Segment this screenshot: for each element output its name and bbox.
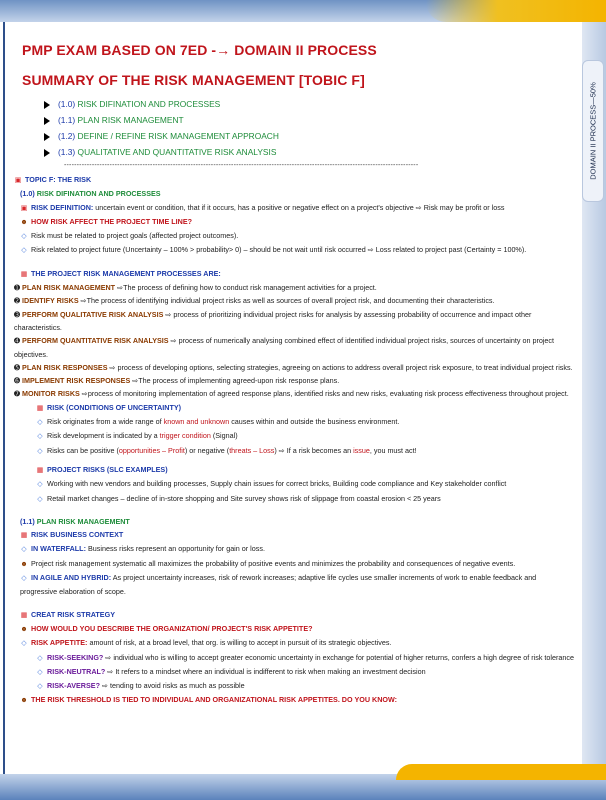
diamond-icon: ◇ — [21, 546, 27, 554]
bottom-decorative-band — [0, 774, 606, 800]
subheading: ☻ THE RISK THRESHOLD IS TIED TO INDIVIDUAL AND ORGANIZATIONAL RISK APPETITES. DO YOU KNOW: — [14, 693, 574, 707]
bullet: ◇ Risk must be related to project goals (affected project outcomes). — [14, 229, 574, 243]
process-item: ➏ IMPLEMENT RISK RESPONSES ⇨The process of implementing agreed-upon risk response plans. — [14, 376, 340, 386]
grid-icon: ▦ — [20, 532, 28, 540]
person-icon: ☻ — [20, 697, 28, 705]
diamond-icon: ◇ — [21, 575, 27, 583]
grid-icon: ▦ — [36, 466, 44, 474]
diamond-icon: ◇ — [21, 640, 27, 648]
side-tab-label: DOMAIN II PROCESS—50% — [588, 82, 598, 180]
subheading: ▦ RISK (CONDITIONS OF UNCERTAINTY) — [14, 401, 574, 415]
risk-definition: ▣ RISK DEFINITION: uncertain event or condition, that if it occurs, has a positive or negative effect on a project's objective ⇨ Risk may be profit or loss — [14, 201, 574, 215]
person-icon: ☻ — [20, 560, 28, 568]
subheading: ☻ HOW RISK AFFECT THE PROJECT TIME LINE? — [14, 215, 574, 229]
bullet: ◇ Risk related to project future (Uncertainty – 100% > probability> 0) – should be not wait until risk occurred ⇨ Loss related to project past (Certainty = 100%). — [14, 243, 574, 257]
process-item: ➊ PLAN RISK MANAGEMENT ⇨The process of defining how to conduct risk management activities for a project. — [14, 283, 377, 293]
left-border — [3, 22, 5, 774]
bullet: ◇ IN AGILE AND HYBRID: As project uncertainty increases, risk of rework increases; adaptive life cycles use smaller increments of work to enable feedback and progressive elaboration of scope. — [20, 573, 537, 597]
document-icon: ▣ — [20, 204, 28, 212]
grid-icon: ▦ — [20, 611, 28, 619]
diamond-icon: ◇ — [37, 447, 43, 455]
bullet: ◇ Retail market changes – decline of in-store shopping and Site survey shows risk of slippage from coastal erosion < 25 years — [14, 492, 574, 506]
subheading: ▦ THE PROJECT RISK MANAGEMENT PROCESSES ARE: — [14, 267, 574, 281]
bullet: ◇ RISK APPETITE: amount of risk, at a broad level, that org. is willing to accept in pursuit of its strategic objectives. — [14, 636, 574, 650]
grid-icon: ▦ — [20, 270, 28, 278]
triangle-bullet-icon — [44, 133, 50, 141]
bullet: ◇ Risks can be positive (opportunities – Profit) or negative (threats – Loss) ⇨ If a risk becomes an issue, you must act! — [14, 444, 574, 458]
diamond-icon: ◇ — [37, 683, 43, 691]
page-title: PMP EXAM BASED ON 7ED -→ DOMAIN II PROCESS — [22, 42, 377, 58]
grid-icon: ▦ — [36, 404, 44, 412]
subheading: ☻ HOW WOULD YOU DESCRIBE THE ORGANIZATION/ PROJECT'S RISK APPETITE? — [14, 622, 574, 636]
topic-heading: ▣ TOPIC F: THE RISK — [14, 173, 574, 187]
body — [14, 173, 574, 708]
document-icon: ▣ — [14, 177, 22, 184]
diamond-icon: ◇ — [37, 654, 43, 662]
diamond-icon: ◇ — [37, 419, 43, 427]
triangle-bullet-icon — [44, 101, 50, 109]
bullet: ◇ Working with new vendors and building processes, Supply chain issues for correct bricks, Building code compliance and Key stakeholder conflict — [14, 477, 574, 491]
divider-line: -------------------------------------------------------------------------------------------------------------------------------------------- — [64, 162, 419, 169]
bullet: ☻ Project risk management systematic all maximizes the probability of positive events and minimizes the probability and consequences of negative events. — [14, 557, 574, 571]
diamond-icon: ◇ — [21, 233, 27, 241]
bullet: ◇ RISK-SEEKING? ⇨ individual who is willing to accept greater economic uncertainty in exchange for potential of higher returns, confers a high degree of risk tolerance — [14, 651, 574, 665]
document-content — [14, 30, 574, 708]
bullet: ◇ Risk originates from a wide range of known and unknown causes within and outside the business environment. — [14, 415, 574, 429]
person-icon: ☻ — [20, 625, 28, 633]
toc-item: (1.2) DEFINE / REFINE RISK MANAGEMENT APPROACH — [44, 128, 574, 144]
subheading: ▦ PROJECT RISKS (SLC EXAMPLES) — [14, 463, 574, 477]
toc-item: (1.3) QUALITATIVE AND QUANTITATIVE RISK ANALYSIS — [44, 144, 574, 160]
triangle-bullet-icon — [44, 149, 50, 157]
process-item: ➍ PERFORM QUANTITATIVE RISK ANALYSIS ⇨ process of numerically analysing combined effect of identified individual project risks, sources of uncertainty on project objectives. — [14, 336, 555, 359]
side-tab — [582, 60, 604, 202]
diamond-icon: ◇ — [37, 668, 43, 676]
section-heading: (1.0) RISK DIFINATION AND PROCESSES — [20, 189, 161, 199]
process-item: ➎ PLAN RISK RESPONSES ⇨ process of developing options, selecting strategies, agreeing on actions to address overall project risk exposure, to treat individual project risks. — [14, 362, 573, 372]
process-item: ➌ PERFORM QUALITATIVE RISK ANALYSIS ⇨ process of prioritizing individual project risks for analysis by assessing probability of occurrence and impact other characteristics. — [14, 309, 532, 332]
diamond-icon: ◇ — [21, 247, 27, 255]
triangle-bullet-icon — [44, 117, 50, 125]
bullet: ◇ RISK-NEUTRAL? ⇨ It refers to a mindset where an individual is indifferent to risk when making an investment decision — [14, 665, 574, 679]
subheading: ▦ CREAT RISK STRATEGY — [14, 608, 574, 622]
person-icon: ☻ — [20, 218, 28, 226]
bottom-gold-accent — [396, 764, 606, 780]
bullet: ◇ RISK-AVERSE? ⇨ tending to avoid risks as much as possible — [14, 679, 574, 693]
top-gold-accent — [426, 0, 606, 22]
process-item: ➐ MONITOR RISKS ⇨process of monitoring implementation of agreed response plans, identified risks and new risks, evaluating risk process effectiveness throughout project. — [14, 389, 569, 399]
diamond-icon: ◇ — [37, 481, 43, 489]
top-decorative-band — [0, 0, 606, 22]
table-of-contents — [44, 96, 574, 160]
bullet: ◇ Risk development is indicated by a trigger condition (Signal) — [14, 429, 574, 443]
bullet: ◇ IN WATERFALL: Business risks represent an opportunity for gain or loss. — [14, 542, 574, 556]
toc-item: (1.1) PLAN RISK MANAGEMENT — [44, 112, 574, 128]
process-item: ➋ IDENTIFY RISKS ⇨The process of identifying individual project risks as well as sources of overall project risk, and documenting their characteristics. — [14, 296, 495, 306]
subheading: ▦ RISK BUSINESS CONTEXT — [14, 528, 574, 542]
toc-item: (1.0) RISK DIFINATION AND PROCESSES — [44, 96, 574, 112]
page-subtitle: SUMMARY OF THE RISK MANAGEMENT [TOBIC F] — [22, 72, 365, 88]
diamond-icon: ◇ — [37, 495, 43, 503]
diamond-icon: ◇ — [37, 433, 43, 441]
section-heading: (1.1) PLAN RISK MANAGEMENT — [20, 516, 130, 526]
